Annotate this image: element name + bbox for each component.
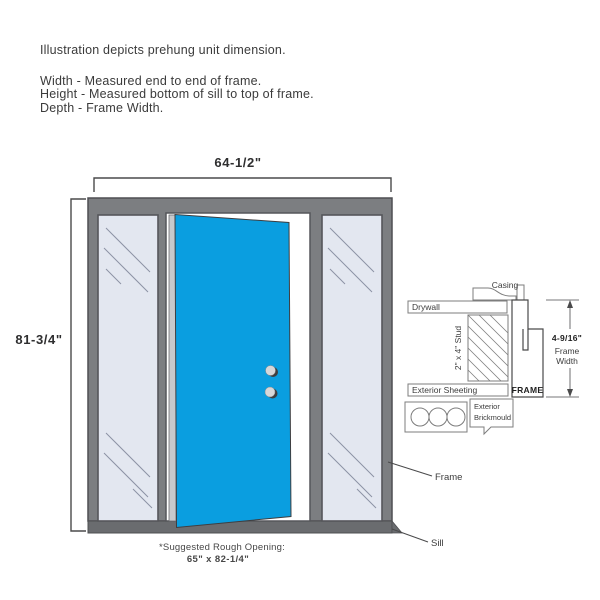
width-dimension [94, 178, 391, 192]
width-dimension-label: 64-1/2" [214, 155, 262, 170]
height-dimension-label: 81-3/4" [15, 332, 63, 347]
brickmould-label-line2: Brickmould [474, 413, 512, 422]
exterior-sheeting-label: Exterior Sheeting [412, 385, 478, 395]
right-sidelite-glass [322, 215, 382, 521]
sill-callout-label: Sill [431, 538, 444, 549]
frame-depth-sub1: Frame [554, 346, 580, 356]
notes-depth: Depth - Frame Width. [40, 100, 164, 115]
notes-width: Width - Measured end to end of frame. [40, 73, 262, 88]
width-dimension-bracket [94, 178, 391, 192]
knob-icon [265, 387, 275, 397]
notes-title: Illustration depicts prehung unit dimension. [40, 43, 286, 57]
frame-callout-line [388, 462, 432, 476]
arrow-up-icon [567, 300, 573, 308]
cross-section-detail [405, 280, 582, 434]
frame-depth-value: 4-9/16" [551, 333, 583, 343]
drywall-label: Drywall [412, 302, 440, 312]
height-dimension-bracket [71, 199, 86, 531]
casing-label: Casing [491, 280, 519, 290]
deadbolt-icon [266, 366, 276, 376]
height-dimension [71, 199, 86, 531]
brickmould-label-line1: Exterior [474, 402, 500, 411]
stud-label: 2" x 4" Stud [453, 325, 463, 371]
frame-depth-sub2: Width [556, 356, 578, 366]
sill-callout-line [392, 529, 428, 542]
rough-opening-size: 65" x 82-1/4" [186, 554, 250, 565]
arrow-down-icon [567, 389, 573, 397]
door-sill [88, 521, 392, 533]
brick-circles [411, 408, 465, 426]
left-sidelite-glass [98, 215, 158, 521]
frame-callout-label: Frame [435, 472, 463, 483]
rough-opening-note: *Suggested Rough Opening: [159, 542, 285, 553]
notes-height: Height - Measured bottom of sill to top of frame. [40, 87, 314, 101]
frame-profile-label: FRAME [511, 385, 544, 395]
